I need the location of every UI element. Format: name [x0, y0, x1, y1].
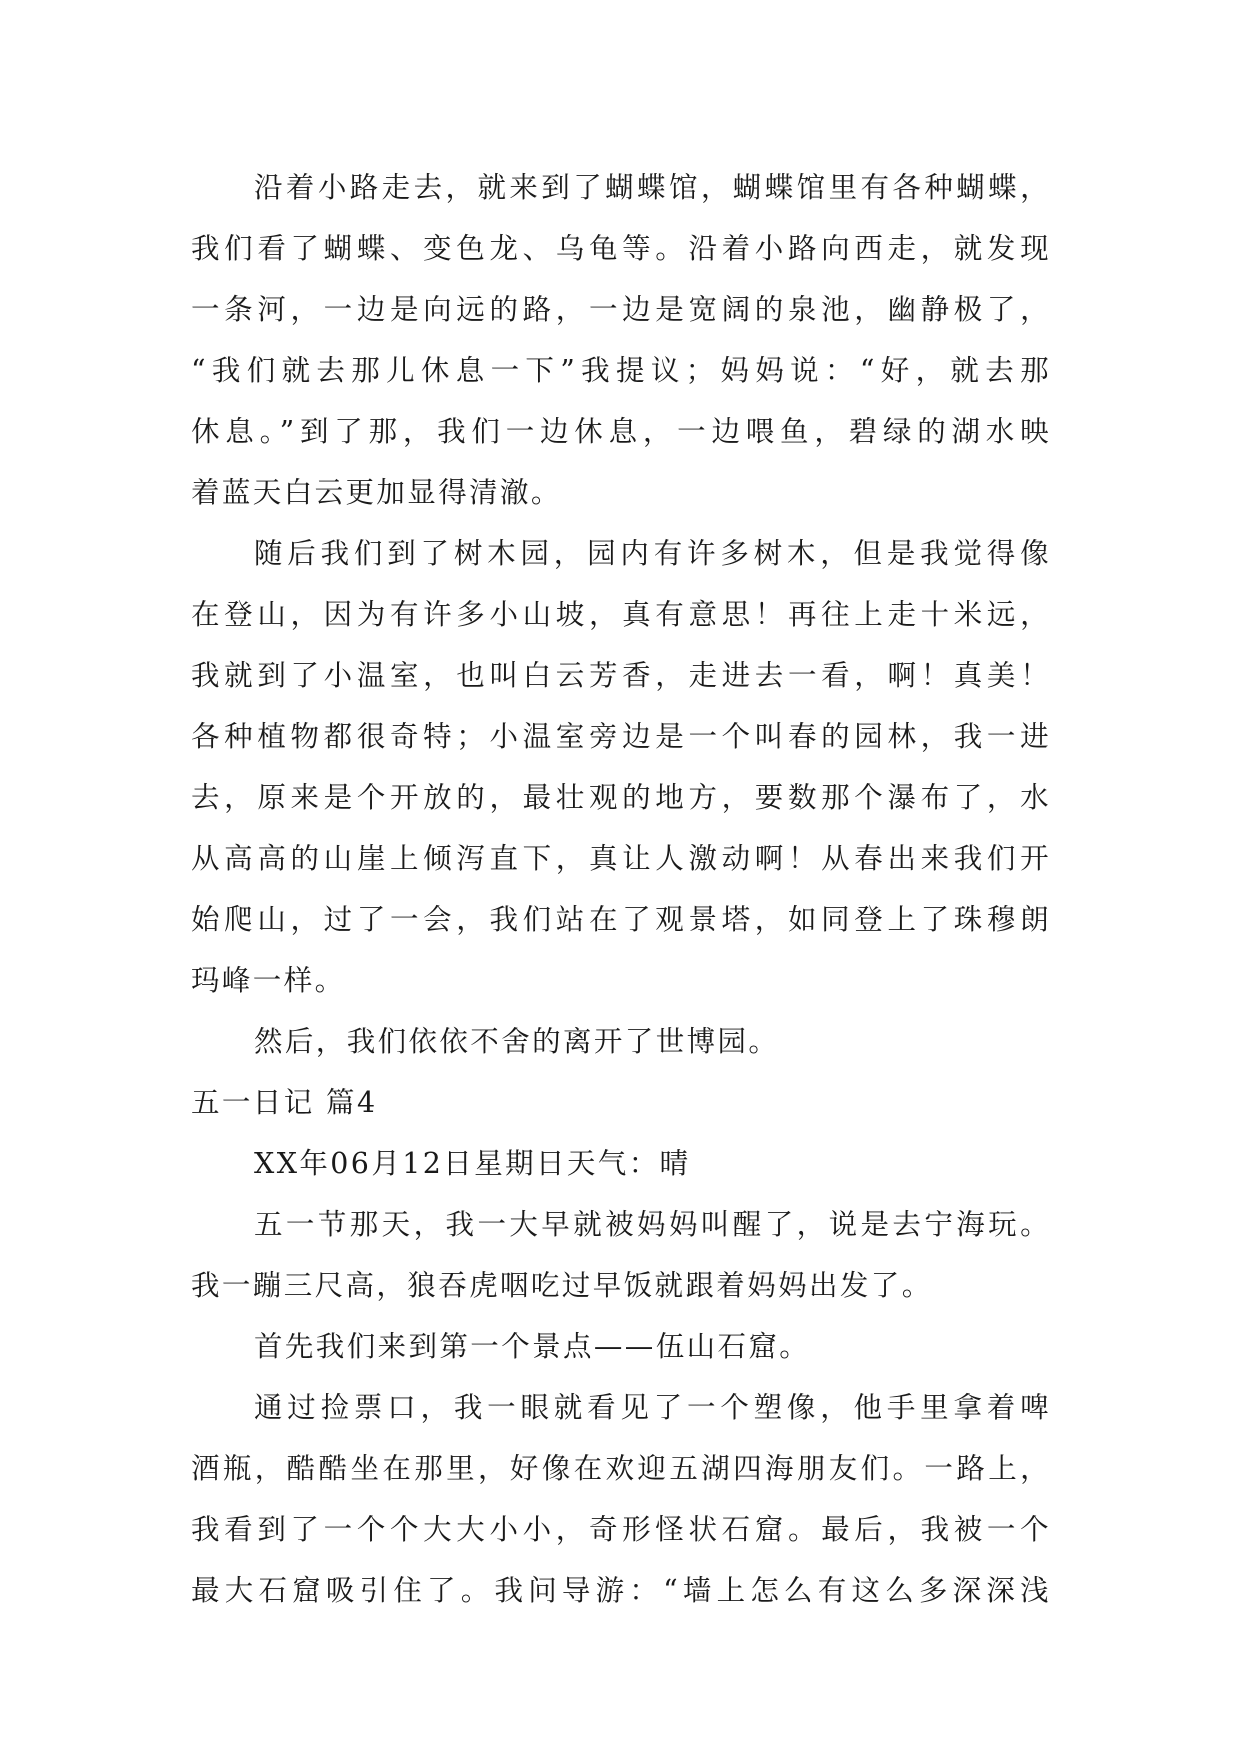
text-line: “我们就去那儿休息一下”我提议；妈妈说：“好，就去那 [191, 354, 1051, 387]
text-line: 我就到了小温室，也叫白云芳香，走进去一看，啊！真美！ [191, 659, 1051, 692]
diary-date-line: XX年06月12日星期日天气：晴 [254, 1147, 691, 1180]
text-line: 始爬山，过了一会，我们站在了观景塔，如同登上了珠穆朗 [191, 903, 1051, 936]
text-line: 我们看了蝴蝶、变色龙、乌龟等。沿着小路向西走，就发现 [191, 232, 1051, 265]
text-line: 通过捡票口，我一眼就看见了一个塑像，他手里拿着啤 [254, 1391, 1051, 1424]
text-line: 休息。”到了那，我们一边休息，一边喂鱼，碧绿的湖水映 [191, 415, 1051, 448]
text-line: 最大石窟吸引住了。我问导游：“墙上怎么有这么多深深浅 [191, 1574, 1051, 1607]
text-line: 五一节那天，我一大早就被妈妈叫醒了，说是去宁海玩。 [254, 1208, 1051, 1241]
text-line: 去，原来是个开放的，最壮观的地方，要数那个瀑布了，水 [191, 781, 1051, 814]
text-line: 随后我们到了树木园，园内有许多树木，但是我觉得像 [254, 537, 1051, 570]
text-line: 玛峰一样。 [191, 964, 346, 997]
text-line: 沿着小路走去，就来到了蝴蝶馆，蝴蝶馆里有各种蝴蝶， [254, 171, 1051, 204]
text-line: 酒瓶，酷酷坐在那里，好像在欢迎五湖四海朋友们。一路上， [191, 1452, 1051, 1485]
text-line: 从高高的山崖上倾泻直下，真让人激动啊！从春出来我们开 [191, 842, 1051, 875]
text-line: 在登山，因为有许多小山坡，真有意思！再往上走十米远， [191, 598, 1051, 631]
text-line: 我一蹦三尺高，狼吞虎咽吃过早饭就跟着妈妈出发了。 [191, 1269, 933, 1302]
text-line: 然后，我们依依不舍的离开了世博园。 [254, 1025, 780, 1058]
text-line: 首先我们来到第一个景点——伍山石窟。 [254, 1330, 811, 1363]
text-line: 着蓝天白云更加显得清澈。 [191, 476, 562, 509]
section-heading: 五一日记 篇4 [191, 1086, 378, 1119]
text-line: 各种植物都很奇特；小温室旁边是一个叫春的园林，我一进 [191, 720, 1051, 753]
text-line: 一条河，一边是向远的路，一边是宽阔的泉池，幽静极了， [191, 293, 1051, 326]
text-line: 我看到了一个个大大小小，奇形怪状石窟。最后，我被一个 [191, 1513, 1051, 1546]
